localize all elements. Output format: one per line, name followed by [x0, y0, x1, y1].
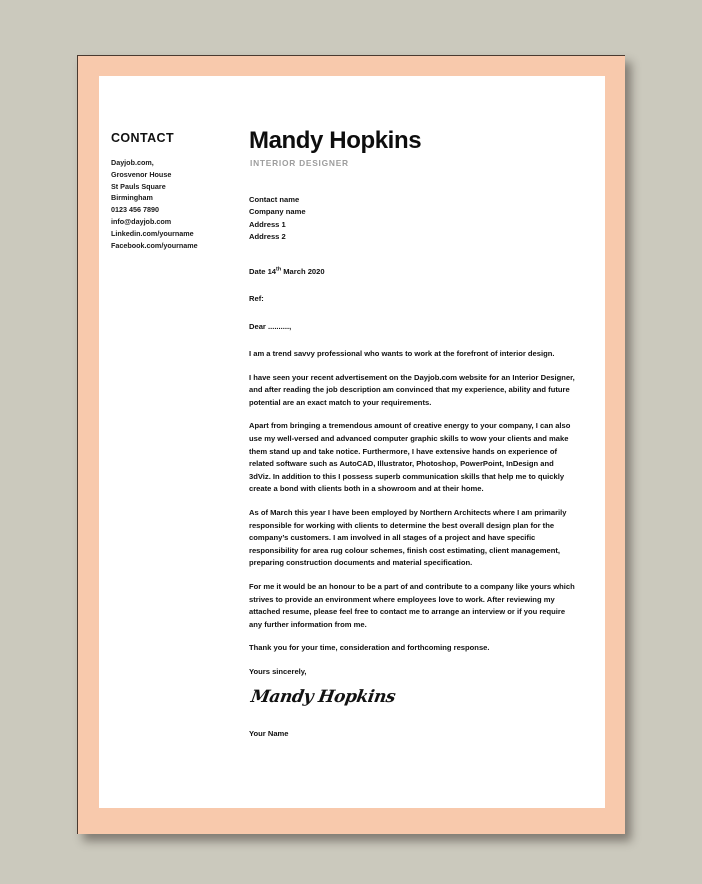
signature-block [249, 666, 575, 738]
spacer-after-reference [249, 306, 575, 321]
body-paragraph-3: Apart from bringing a tremendous amount of creative energy to your company, I can also use my well-versed and advanced computer graphic skills to wow your clients and make them stand up and take notice. Furthermore, I have extensive hands on experience of related software such as AutoCAD, Illustrator, Photoshop, PowerPoint, InDesign and 3dViz. In addition to this I possess superb communication skills that help me to quickly create a bond with clients both in a showroom and at their home. [249, 421, 571, 494]
date-prefix: Date 14 [249, 267, 277, 277]
contact-line-website: Dayjob.com, [111, 158, 154, 167]
document-page [77, 55, 625, 834]
handwritten-signature: Mandy Hopkins [249, 687, 397, 708]
date-suffix: March 2020 [281, 267, 325, 277]
recipient-address-block [249, 194, 575, 243]
document-content [99, 76, 605, 808]
contact-heading: CONTACT [111, 131, 174, 145]
spacer-after-date [249, 278, 575, 293]
page-paper [99, 76, 605, 808]
contact-line-linkedin: Linkedin.com/yourname [111, 228, 194, 238]
body-paragraph-1: I am a trend savvy professional who wants to work at the forefront of interior design. [249, 349, 555, 359]
recipient-contact-name: Contact name [249, 195, 300, 204]
closing-name-placeholder: Your Name [249, 729, 289, 739]
applicant-job-title: INTERIOR DESIGNER [250, 158, 349, 168]
letter-reference: Ref: [249, 294, 264, 304]
letter-salutation: Dear .........., [249, 321, 292, 331]
body-paragraph-4: As of March this year I have been employed by Northern Architects where I am primarily responsible for working with clients to determine the best overall design plan for the company’s customers. I am involved in all stages of a project and have specific responsibility for area rug colour schemes, finish cost estimating, client management, preparing construction documents and material specification. [249, 508, 567, 568]
spacer-after-address [249, 243, 575, 266]
applicant-name: Mandy Hopkins [249, 127, 422, 154]
contact-line-phone: 0123 456 7890 [111, 205, 159, 215]
body-paragraph-6: Thank you for your time, consideration and forthcoming response. [249, 643, 490, 653]
body-paragraph-2: I have seen your recent advertisement on the Dayjob.com website for an Interior Designer, and after reading the job description am convinced that my experience, ability and future potential are an exact match to your requirements. [249, 372, 575, 407]
recipient-company-name: Company name [249, 207, 306, 217]
recipient-address-1: Address 1 [249, 219, 286, 229]
letter-date [249, 266, 575, 278]
letter-body [249, 194, 575, 738]
spacer-after-salutation [249, 333, 575, 348]
contact-line-building: Grosvenor House [111, 169, 172, 179]
date-ordinal-suffix: th [276, 266, 282, 273]
body-paragraph-5: For me it would be an honour to be a part of and contribute to a company like yours which strives to provide an environment where employees love to work. After reviewing my attached resume, please feel free to contact me to arrange an interview or if you require any further information from me. [249, 581, 575, 629]
contact-line-facebook: Facebook.com/yourname [111, 240, 198, 250]
letter-sign-off: Yours sincerely, [249, 666, 307, 676]
contact-line-street: St Pauls Square [111, 181, 166, 191]
contact-line-city: Birmingham [111, 193, 153, 203]
contact-line-email: info@dayjob.com [111, 216, 172, 226]
contact-sidebar [111, 131, 231, 251]
recipient-address-2: Address 2 [249, 231, 286, 241]
